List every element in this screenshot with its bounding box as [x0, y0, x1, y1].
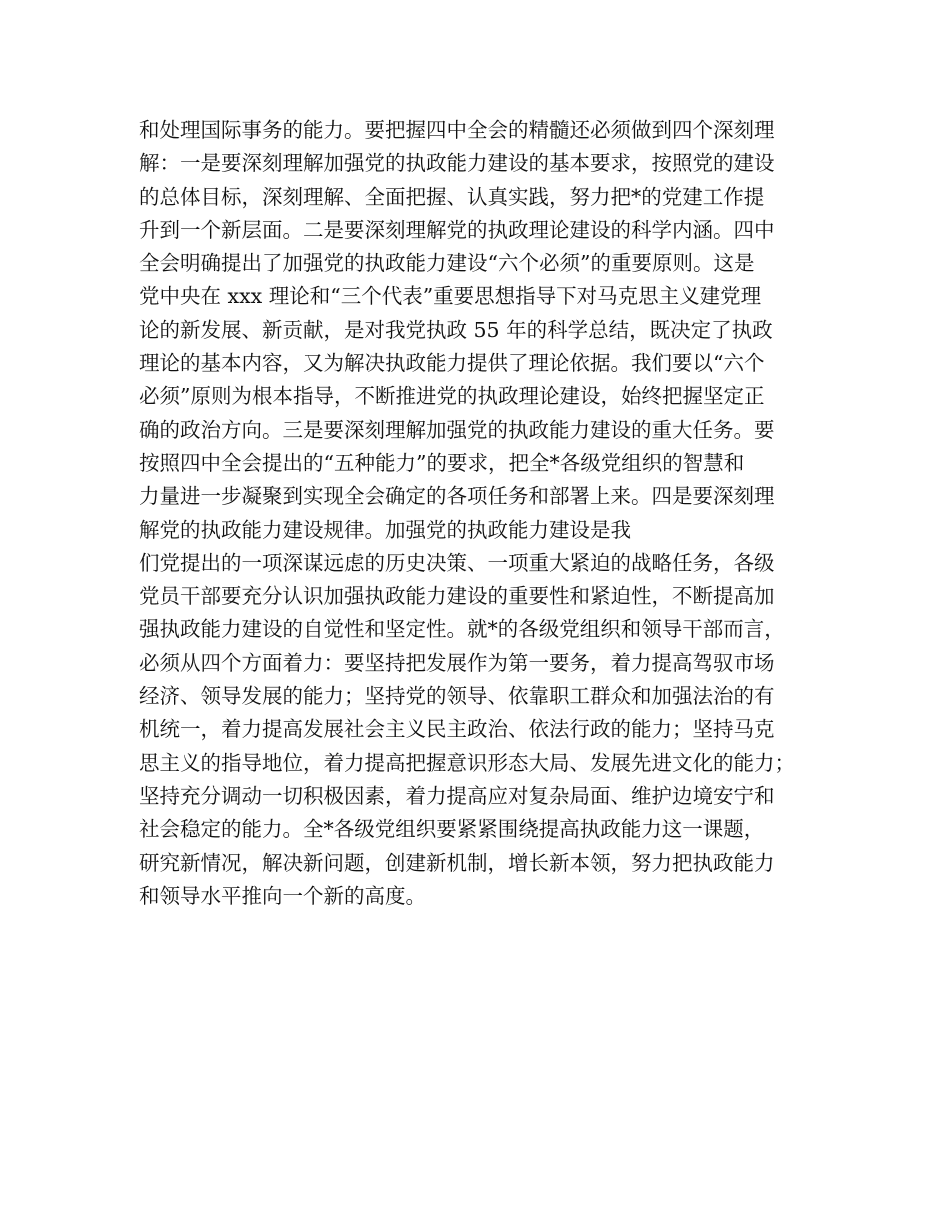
text-line: 经济、领导发展的能力；坚持党的领导、依靠职工群众和加强法治的有	[139, 684, 775, 709]
text-line: 论的新发展、新贡献，是对我党执政 55 年的科学总结，既决定了执政	[139, 317, 773, 342]
text-line: 和处理国际事务的能力。要把握四中全会的精髓还必须做到四个深刻理	[139, 118, 775, 142]
text-line: 机统一，着力提高发展社会主义民主政治、依法行政的能力；坚持马克	[139, 717, 775, 742]
text-line: 升到一个新层面。二是要深刻理解党的执政理论建设的科学内涵。四中	[139, 217, 775, 242]
text-line: 和领导水平推向一个新的高度。	[139, 883, 426, 908]
text-line: 党员干部要充分认识加强执政能力建设的重要性和紧迫性，不断提高加	[139, 584, 775, 609]
text-line: 思主义的指导地位，着力提高把握意识形态大局、发展先进文化的能力；	[139, 750, 795, 775]
text-line: 的总体目标，深刻理解、全面把握、认真实践，努力把*的党建工作提	[139, 184, 765, 209]
text-line: 解党的执政能力建设规律。加强党的执政能力建设是我	[139, 517, 631, 542]
text-line: 理论的基本内容，又为解决执政能力提供了理论依据。我们要以“六个	[139, 351, 765, 376]
text-line: 们党提出的一项深谋远虑的历史决策、一项重大紧迫的战略任务，各级	[139, 550, 775, 575]
text-line: 解：一是要深刻理解加强党的执政能力建设的基本要求，按照党的建设	[139, 151, 775, 176]
text-line: 全会明确提出了加强党的执政能力建设“六个必须”的重要原则。这是	[139, 251, 755, 276]
text-line: 必须”原则为根本指导，不断推进党的执政理论建设，始终把握坚定正	[139, 384, 765, 409]
text-line: 研究新情况，解决新问题，创建新机制，增长新本领，努力把执政能力	[139, 850, 775, 875]
text-line: 按照四中全会提出的“五种能力”的要求，把全*各级党组织的智慧和	[139, 450, 745, 475]
text-line: 社会稳定的能力。全*各级党组织要紧紧围绕提高执政能力这一课题，	[139, 817, 765, 842]
text-line: 确的政治方向。三是要深刻理解加强党的执政能力建设的重大任务。要	[139, 417, 775, 442]
text-line: 党中央在 xxx 理论和“三个代表”重要思想指导下对马克思主义建党理	[139, 284, 762, 309]
text-line: 坚持充分调动一切积极因素，着力提高应对复杂局面、维护边境安宁和	[139, 783, 775, 808]
body-text	[139, 114, 829, 913]
text-line: 强执政能力建设的自觉性和坚定性。就*的各级党组织和领导干部而言，	[139, 617, 785, 642]
text-line: 力量进一步凝聚到实现全会确定的各项任务和部署上来。四是要深刻理	[139, 484, 775, 509]
text-line: 必须从四个方面着力：要坚持把发展作为第一要务，着力提高驾驭市场	[139, 650, 775, 675]
